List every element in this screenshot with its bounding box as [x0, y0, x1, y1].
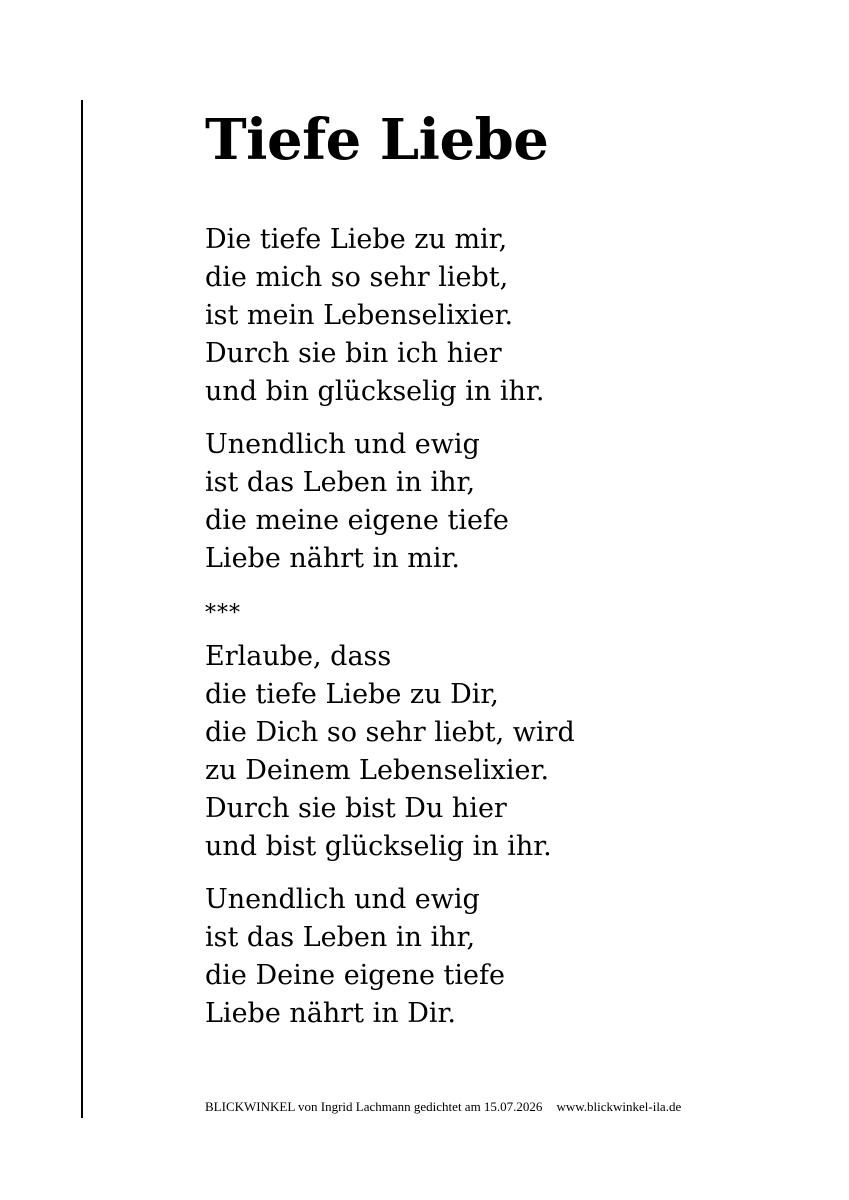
left-vertical-rule — [81, 100, 83, 1118]
section-separator: *** — [205, 601, 241, 626]
poem-line: die Deine eigene tiefe — [205, 960, 505, 991]
poem-line: die meine eigene tiefe — [205, 505, 509, 536]
poem-line: Liebe nährt in Dir. — [205, 998, 457, 1029]
poem-line: und bist glückselig in ihr. — [205, 831, 552, 862]
poem-line: Unendlich und ewig — [205, 429, 480, 460]
poem-line: Durch sie bin ich hier — [205, 338, 502, 369]
poem-line: ist mein Lebenselixier. — [205, 300, 514, 331]
poem-line: Erlaube, dass — [205, 641, 392, 672]
poem-line: Durch sie bist Du hier — [205, 793, 507, 824]
footer-credit: BLICKWINKEL von Ingrid Lachmann gedichtet am 15.07.2026 — [205, 1099, 543, 1114]
poem-line: zu Deinem Lebenselixier. — [205, 755, 550, 786]
poem-title: Tiefe Liebe — [205, 107, 549, 173]
poem-line: ist das Leben in ihr, — [205, 922, 476, 953]
page-footer — [205, 1098, 681, 1116]
stanza-3 — [205, 638, 805, 866]
stanza-4 — [205, 881, 805, 1033]
footer-website-link[interactable]: www.blickwinkel-ila.de — [556, 1099, 682, 1114]
poem-body — [205, 221, 805, 1033]
poem-line: die mich so sehr liebt, — [205, 262, 509, 293]
poem-line: die tiefe Liebe zu Dir, — [205, 679, 499, 710]
poem-line: Die tiefe Liebe zu mir, — [205, 224, 508, 255]
poem-line: ist das Leben in ihr, — [205, 467, 476, 498]
stanza-2 — [205, 426, 805, 578]
poem-line: Liebe nährt in mir. — [205, 543, 460, 574]
poem-line: Unendlich und ewig — [205, 884, 480, 915]
poem-line: die Dich so sehr liebt, wird — [205, 717, 575, 748]
poem-line: und bin glückselig in ihr. — [205, 376, 545, 407]
stanza-1 — [205, 221, 805, 411]
